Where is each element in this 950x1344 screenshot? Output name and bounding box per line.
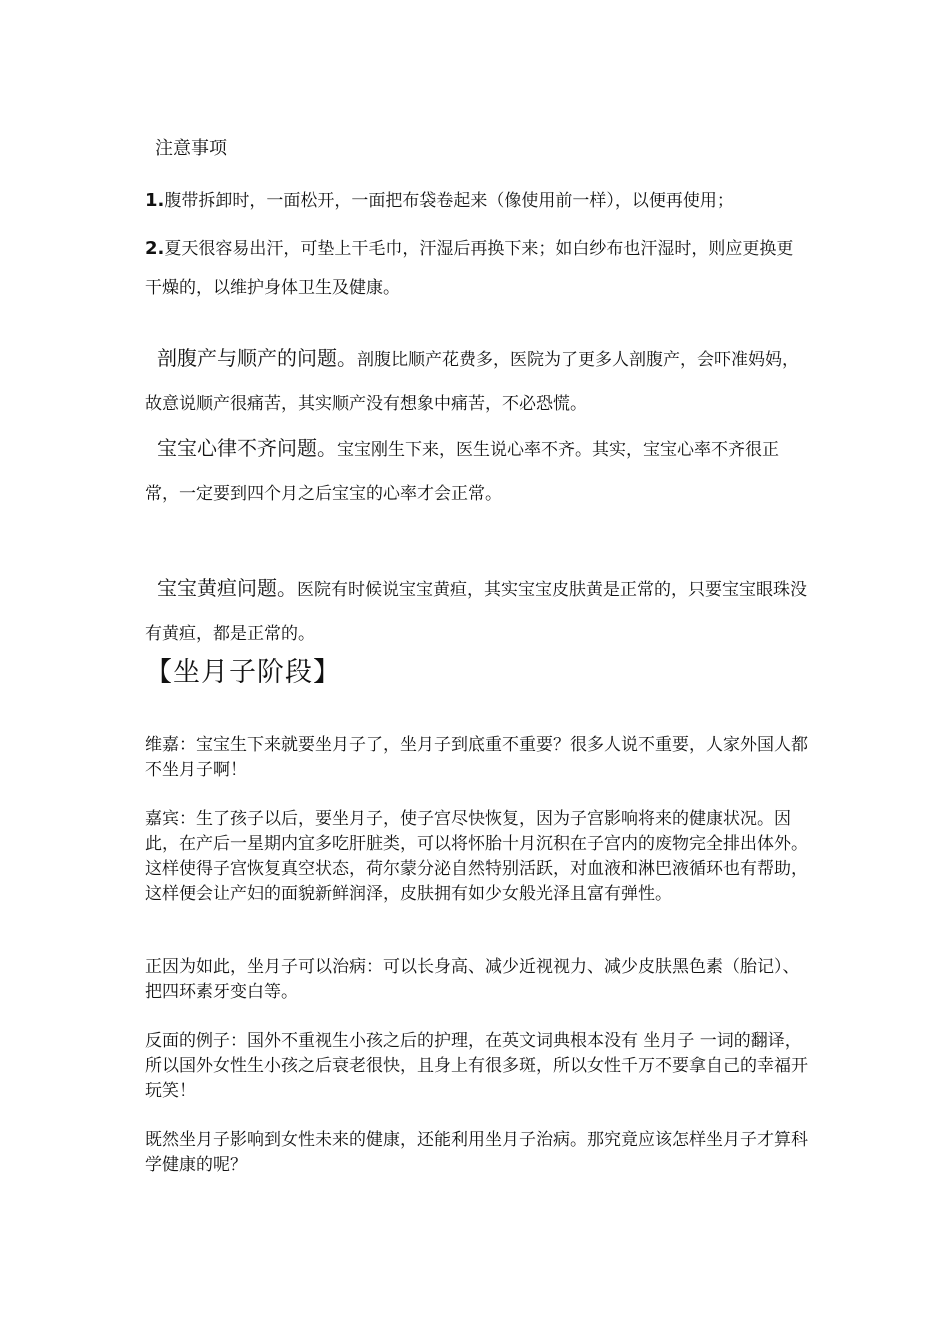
topic-text: 宝宝刚生下来，医生说心率不齐。其实，宝宝心率不齐很正常，一定要到四个月之后宝宝的心率才会正常。: [145, 440, 779, 504]
dialogue-paragraph: 维嘉：宝宝生下来就要坐月子了，坐月子到底重不重要？很多人说不重要，人家外国人都不坐月子啊！: [145, 735, 808, 780]
note-item-number: 1.: [145, 190, 165, 211]
topic-lead: 宝宝心律不齐问题。: [157, 436, 337, 460]
topic-lead: 宝宝黄疸问题。: [157, 576, 297, 600]
topic-jaundice: [145, 566, 810, 656]
topic-heart-rhythm: [145, 426, 810, 516]
dialogue-paragraph: 反面的例子：国外不重视生小孩之后的护理，在英文词典根本没有 坐月子 一词的翻译，所以国外女性生小孩之后衰老很快，且身上有很多斑，所以女性千万不要拿自己的幸福开玩笑！: [145, 1031, 808, 1101]
note-item-number: 2.: [145, 238, 165, 259]
dialogue-paragraph: 嘉宾：生了孩子以后，要坐月子，使子宫尽快恢复，因为子宫影响将来的健康状况。因此，在产后一星期内宜多吃肝脏类，可以将怀胎十月沉积在子宫内的废物完全排出体外。这样使得子宫恢复真空状态，荷尔蒙分泌自然特别活跃，对血液和淋巴液循环也有帮助，这样便会让产妇的面貌新鲜润泽，皮肤拥有如少女般光泽且富有弹性。: [145, 809, 808, 904]
note-item-1: [145, 181, 810, 221]
dialogue-paragraph: 既然坐月子影响到女性未来的健康，还能利用坐月子治病。那究竟应该怎样坐月子才算科学健康的呢？: [145, 1130, 808, 1175]
section-heading: 【坐月子阶段】: [145, 657, 341, 688]
note-item-text: 腹带拆卸时，一面松开，一面把布袋卷起来（像使用前一样），以便再使用；: [164, 191, 734, 211]
notes-title: 注意事项: [155, 138, 227, 159]
topic-lead: 剖腹产与顺产的问题。: [157, 346, 357, 370]
topic-text: 医院有时候说宝宝黄疸，其实宝宝皮肤黄是正常的，只要宝宝眼珠没有黄疸，都是正常的。: [145, 580, 807, 644]
note-item-2: [145, 229, 810, 308]
topic-csection: [145, 336, 810, 426]
note-item-text: 夏天很容易出汗，可垫上干毛巾，汗湿后再换下来；如白纱布也汗湿时，则应更换更干燥的，以维护身体卫生及健康。: [145, 239, 794, 298]
topic-text: 剖腹比顺产花费多，医院为了更多人剖腹产，会吓准妈妈，故意说顺产很痛苦，其实顺产没有想象中痛苦，不必恐慌。: [145, 350, 799, 414]
dialogue-paragraph: 正因为如此，坐月子可以治病：可以长身高、减少近视视力、减少皮肤黑色素（胎记）、把四环素牙变白等。: [145, 957, 800, 1002]
